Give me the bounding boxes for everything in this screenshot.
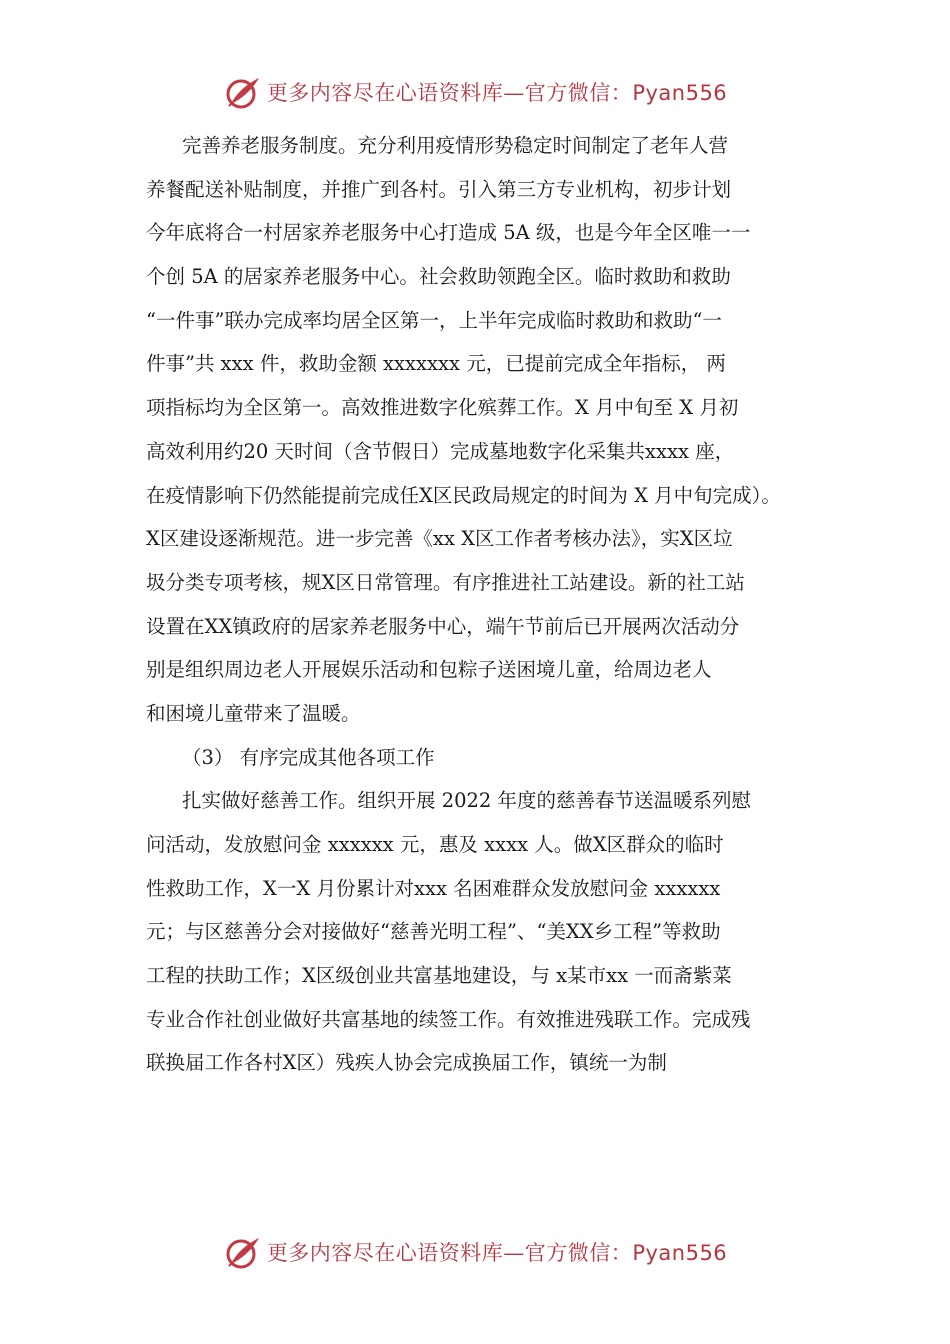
text-line: 个创 5A 的居家养老服务中心。社会救助领跑全区。临时救助和救助: [146, 265, 731, 289]
text-line: 联换届工作各村X区）残疾人协会完成换届工作，镇统一为制: [146, 1051, 667, 1075]
feather-logo-icon: [223, 1234, 263, 1270]
text-line: X区建设逐渐规范。进一步完善《xx X区工作者考核办法》，实X区垃: [146, 527, 733, 551]
text-line: 问活动，发放慰问金 xxxxxx 元，惠及 xxxx 人。做X区群众的临时: [146, 833, 724, 856]
watermark-text: 更多内容尽在心语资料库—官方微信：Pyan556: [266, 81, 728, 105]
text-line: 工程的扶助工作；X区级创业共富基地建设，与 x某市xx 一而斋紫菜: [146, 964, 732, 988]
text-line: 今年底将合一村居家养老服务中心打造成 5A 级，也是今年全区唯一一: [146, 221, 751, 245]
feather-logo-icon: [223, 74, 263, 110]
watermark-header: [0, 72, 950, 112]
text-line: 性救助工作，X一X 月份累计对xxx 名困难群众发放慰问金 xxxxxx: [146, 876, 721, 900]
document-body: [146, 124, 816, 1085]
text-line: 完善养老服务制度。充分利用疫情形势稳定时间制定了老年人营: [182, 134, 729, 157]
text-line: 高效利用约20 天时间（含节假日）完成墓地数字化采集共xxxx 座，: [146, 439, 735, 463]
text-line: 件事”共 xxx 件，救助金额 xxxxxxx 元，已提前完成全年指标， 两: [146, 352, 726, 376]
text-line: 在疫情影响下仍然能提前完成任X区民政局规定的时间为 X 月中旬完成）。: [146, 483, 781, 507]
text-line: 扎实做好慈善工作。组织开展 2022 年度的慈善春节送温暖系列慰: [182, 789, 752, 813]
text-line: 设置在XX镇政府的居家养老服务中心，端午节前后已开展两次活动分: [146, 614, 740, 638]
text-line: “一件事”联办完成率均居全区第一，上半年完成临时救助和救助“一: [146, 308, 722, 332]
text-line: 元；与区慈善分会对接做好“慈善光明工程”、“美XX乡工程”等救助: [146, 920, 721, 944]
section-heading: （3） 有序完成其他各项工作: [182, 745, 435, 769]
watermark-footer: [0, 1232, 950, 1272]
text-line: 圾分类专项考核，规X区日常管理。有序推进社工站建设。新的社工站: [146, 570, 745, 594]
text-line: 别是组织周边老人开展娱乐活动和包粽子送困境儿童，给周边老人: [146, 658, 712, 682]
text-line: 项指标均为全区第一。高效推进数字化殡葬工作。X 月中旬至 X 月初: [146, 396, 739, 420]
text-line: 养餐配送补贴制度，并推广到各村。引入第三方专业机构，初步计划: [146, 177, 732, 201]
text-line: 和困境儿童带来了温暖。: [146, 701, 361, 725]
text-line: 专业合作社创业做好共富基地的续签工作。有效推进残联工作。完成残: [146, 1007, 751, 1031]
watermark-text: 更多内容尽在心语资料库—官方微信：Pyan556: [266, 1241, 728, 1265]
